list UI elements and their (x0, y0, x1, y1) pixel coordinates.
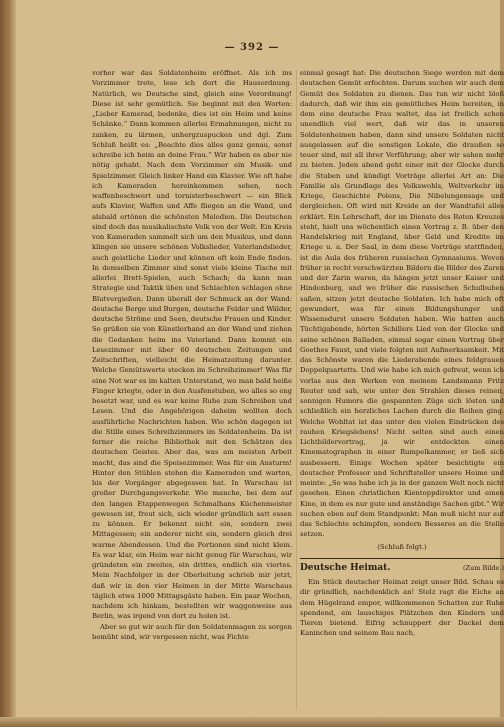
section-heading (300, 563, 504, 573)
right-paragraph-1: einmal gesagt hat: Die deutschen Siege werden mit dem deutschen Gemüt erfochten. Darum suchen wir auch dem Gemüt des Soldaten zu dienen. Das tun wir nicht bloß dadurch, daß wir ihm ein gemütliches Heim bereiten, in dem eine deutsche Frau waltet, das ist freilich schon unendlich viel wert, daß wir das in unseren Soldatenheimen haben, dann sind unsere Soldaten nicht ausgelassen auf die sonstigen Lokale, die draußen so teuer sind, mit all ihrer Verführung; aber wir sahen mehr zu bieten. Jeden abend geht einer mit der Glocke durch die Stuben und kündigt Vorträge allerlei Art an: Die Familie als Grundlage des Volkswohls, Weltverkehr im Kriege, Geschichte Polens, Die Nibelungensage und dergleichen. Oft wird mit Kreide an der Wandtafel alles erklärt. Ein Lehrschaft, der im Dienste des Roten Kreuzes steht, hielt uns wöchentlich einen Vortrag z. B. über den Handelskrieg mit England, über Geld und Kredite im Kriege u. a. Der Saal, in dem diese Vorträge stattfinden, ist die Aula des früheren russischen Gymnasiums. Wovon früher in recht verschwärzten Bildern die Bilder des Zaren und der Zarin waren, da hängen jetzt unser Kaiser und Hindenburg, und wo früher die russischen Schulbuben saßen, sitzen jetzt deutsche Soldaten. Ich habe mich oft gewundert, was für einen Bildungshunger und Wissensdurst unsere Soldaten haben. Wie hatten auch Tüchtigabende, hörten Schillers Lied von der Glocke und seine schönen Balladen, einmal sogar einen Vortrag über Goethes Faust, und viele folgten mit Aufmerksamkeit. Mit das Schönste waren die Liederabende eines feldgrauen Doppelquartetts. Und wie habe ich mich gefreut, wenn ich vorlas aus den Werken von meinem Landsmann Fritz Reuter und sah, wie unter den Strahlen dieses reinen, sonnigen Humors die gespannten Züge sich lösten und schließlich ein herzliches Lachen durch die Reihen ging. Welche Wohltat ist das unter den vielen Eindrücken des rauhen Kriegslebens! Nicht selten sind auch einen Lichtbildervortrag, ja wir entdeckten einen Kinematographen in einer Rumpelkammer, er ließ sich ausbessern. Einige Wochen später besichtigte ein deutscher Professor und Schriftsteller unsere Heime und meinte: „So was habe ich ja in der ganzen Welt noch nicht gesehen. Einen christlichen Kientoppdirektor und einen Kino, in dem es nur gute und anständige Sachen gibt.“ Wir suchen eben auf dem Standpunkt: Man muß nicht nur auf das Schlechte schimpfen, sondern Besseres an die Stelle setzen. (300, 69, 504, 539)
book-spine (0, 0, 16, 727)
section-source: (Zum Bilde.) (462, 563, 504, 572)
left-paragraph-1: vorher war das Soldatenheim eröffnet. Als ich ins Vorzimmer trete, lese ich dort die Hausordnung. Natürlich, wo Deutsche sind, gleich eine Verordnung! Diese ist sehr gemütlich. Sie beginnt mit den Worten: „Lieber Kamerad, bedenke, dies ist ein Heim und keine Schänke.“ Dann kommen allerlei Ermahnungen, nicht zu zanken, zu lärmen, unhergzuspucken und dgl. Zum Schluß heißt es: „Beachte dies alles ganz genau, sonst schreibe ich heim an deine Frau.“ Wir haben es aber nie nötig gehabt. Nach dem Vorzimmer ein Musik- und Spielzimmer. Gleich linker Hand ein Klavier. Wie oft habe ich Kameraden hereinkommen sehen, noch waffenbeschwert und tornisterbeschwert — ein Blick aufs Klavier, Waffen und Affe fliegen an die Wand, und alsbald ertönen die schönsten Melodien. Die Deutschen sind doch das musikalischste Volk von der Welt. Ein Kreis von Kameraden sammelt sich um den Musikus, und dann klingen sie unsere schönen Volkslieder, Vaterlandslieder, auch geistliche Lieder und können oft kein Ende finden. In demselben Zimmer sind sonst viele kleine Tische mit allerlei Brett-Spielen, auch Schach; da kann man Strategie und Taktik üben und Schlachten schlagen ohne Blutvergießen. Dann überall der Schmuck an der Wand: deutsche Berge und Burgen, deutsche Felder und Wälder, deutsche Ströme und Seen, deutsche Frauen und Kinder. So grüßen sie von Künstlerhand an der Wand und ziehen die Gedanken heim ins Vaterland. Dann kommt ein Lesezimmer mit über 60 deutschen Zeitungen und Zeitschriften, vielleicht die Heimatzeitung darunter. Welche Gemütswerte stecken im Schreibzimmer! Was für eine Not war es im kalten Unterstand, wo man bald heiße Finger kriegte, oder in den Ausfenstuben, wo alles so eng besetzt war, und es war keine Ruhe zum Schreiben und Lesen. Und die Angehörigen daheim wollten doch ausführliche Nachrichten haben. Wie schön dagegen ist die Stille eines Schreibzimmers im Soldatenheim. Da ist ferner die reiche Bibliothek mit den Schätzen des deutschen Geistes. Aber das, was am meisten Arbeit macht, das sind die Speisezimmer. Was für ein Ansturm! Hinter den Stühlen stehen die Kameraden und warten, bis der Vorgänger abgegessen hat. In Warschau ist großer Durchgangsverkehr. Wie manche, bei dem auf den langen Etappenwegen Schmalhans Küchenmeister gewesen ist, freut sich, sich wieder gründlich satt essen zu können. Er bekennt nicht ein, sondern zwei Mittagessen; ein anderer nicht ein, sondern gleich drei warme Abendessen. Und die Portionen sind nicht klein. Es war klar, ein Heim war nicht genug für Warschau, wir gründeten ein zweites, ein drittes, endlich ein viertes. Mein Nachfolger in der Oberleitung schrieb mir jetzt, daß wir in den vier Heimen in der Mitte Warschaus täglich etwa 1000 Mittagsgäste haben. Ein paar Wochen, nachdem ich hinkam, bestellten wir waggonweise aus Berlin, was irgend von dort zu holen ist. (92, 69, 292, 621)
left-paragraph-2: Aber so gut wir auch für den Soldatenmagen zu sorgen bemüht sind, wir vergessen nicht, was Fichte (92, 622, 292, 641)
left-column (92, 68, 292, 642)
column-gutter (296, 70, 297, 710)
continued-note: (Schluß folgt.) (377, 542, 427, 551)
section-divider (300, 558, 504, 559)
page-edge-bottom (0, 717, 504, 727)
right-column (300, 68, 504, 639)
section-title: Deutsche Heimat. (300, 562, 391, 573)
section-text: Ein Stück deutscher Heimat zeigt unser Bild. Schau es dir gründlich, nachdenklich an! Stolz ragt die Eiche an dem Hügelrand empor, willkommenen Schatten zur Ruhe spendend, ein lauschiges Plätzchen den Kindern und Tieren bietend. Eifrig schnuppert der Dackel dem Kaninchen und seinem Bau nach, (300, 578, 504, 638)
page-number: — 392 — (224, 42, 280, 53)
